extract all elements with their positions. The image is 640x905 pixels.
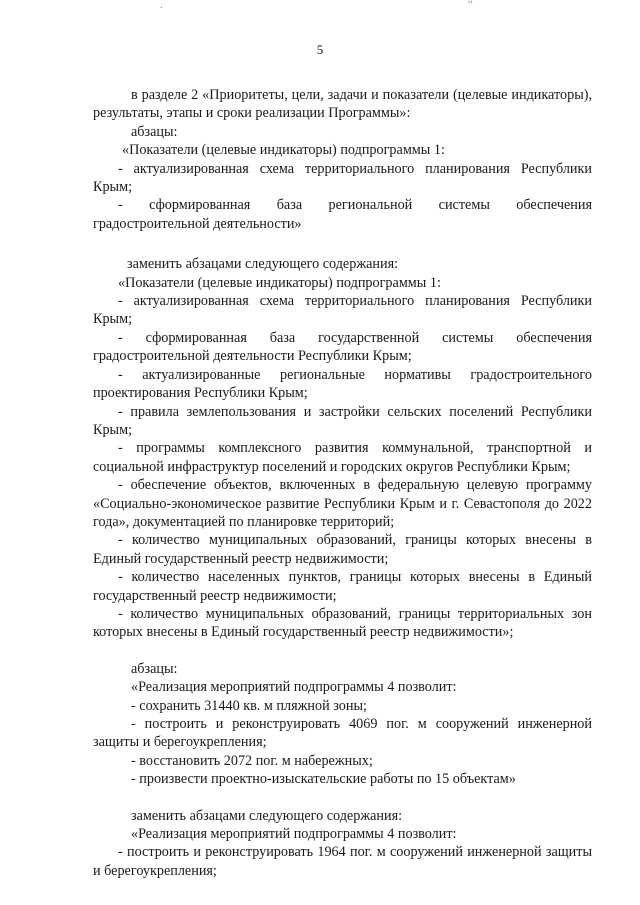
scan-mark-left: . — [160, 0, 163, 11]
list-item: - сформированная база государственной системы обеспечения градостроительной деятельности Республики Крым; — [93, 329, 592, 365]
list-item: - программы комплексного развития коммунальной, транспортной и социальной инфраструктур поселений и городских округов Республики Крым; — [93, 440, 592, 475]
page-number: 5 — [316, 42, 324, 57]
list-item: - количество населенных пунктов, границы которых внесены в Единый государственный реестр недвижимости; — [93, 569, 592, 604]
list-item: - сформированная база региональной системы обеспечения градостроительной деятельности» — [93, 197, 592, 232]
paragraph-section-intro: в разделе 2 «Приоритеты, цели, задачи и показатели (целевые индикаторы), результаты, этапы и сроки реализации Программы»: — [93, 87, 592, 122]
list-item: - актуализированная схема территориального планирования Республики Крым; — [93, 293, 592, 328]
paragraph-indicators-heading: «Показатели (целевые индикаторы) подпрограммы 1: — [122, 142, 445, 159]
list-item: - количество муниципальных образований, границы территориальных зон которых внесены в Единый государственный реестр недвижимости»; — [93, 605, 592, 641]
list-item: - актуализированная схема территориального планирования Республики Крым; — [93, 160, 592, 196]
paragraph-label-abzacy: абзацы: — [131, 660, 178, 677]
list-item: - построить и реконструировать 1964 пог. м сооружений инженерной защиты и берегоукрепления; — [93, 844, 592, 879]
paragraph-subprogram4-heading: «Реализация мероприятий подпрограммы 4 позволит: — [131, 826, 457, 843]
paragraph-label-abzacy: абзацы: — [131, 123, 178, 140]
list-item: - сохранить 31440 кв. м пляжной зоны; — [131, 697, 367, 714]
scan-mark-right: ′′ — [468, 0, 473, 11]
list-item: - правила землепользования и застройки сельских поселений Республики Крым; — [93, 403, 592, 438]
list-item: - количество муниципальных образований, границы которых внесены в Единый государственный реестр недвижимости; — [93, 532, 592, 567]
paragraph-subprogram4-heading: «Реализация мероприятий подпрограммы 4 позволит: — [131, 679, 457, 696]
paragraph-indicators-heading: «Показатели (целевые индикаторы) подпрограммы 1: — [118, 274, 441, 291]
list-item: - актуализированные региональные нормативы градостроительного проектирования Республики Крым; — [93, 366, 592, 402]
list-item: - восстановить 2072 пог. м набережных; — [131, 752, 373, 769]
paragraph-replace-instruction: заменить абзацами следующего содержания: — [131, 807, 403, 824]
list-item: - обеспечение объектов, включенных в федеральную целевую программу «Социально-экономическое развитие Республики Крым и г. Севастополя до 2022 года», документацией по планировке территорий; — [93, 477, 592, 530]
document-body — [93, 86, 592, 880]
paragraph-replace-instruction: заменить абзацами следующего содержания: — [127, 256, 399, 273]
list-item: - построить и реконструировать 4069 пог. м сооружений инженерной защиты и берегоукрепления; — [93, 716, 592, 751]
list-item: - произвести проектно-изыскательские работы по 15 объектам» — [131, 771, 516, 788]
